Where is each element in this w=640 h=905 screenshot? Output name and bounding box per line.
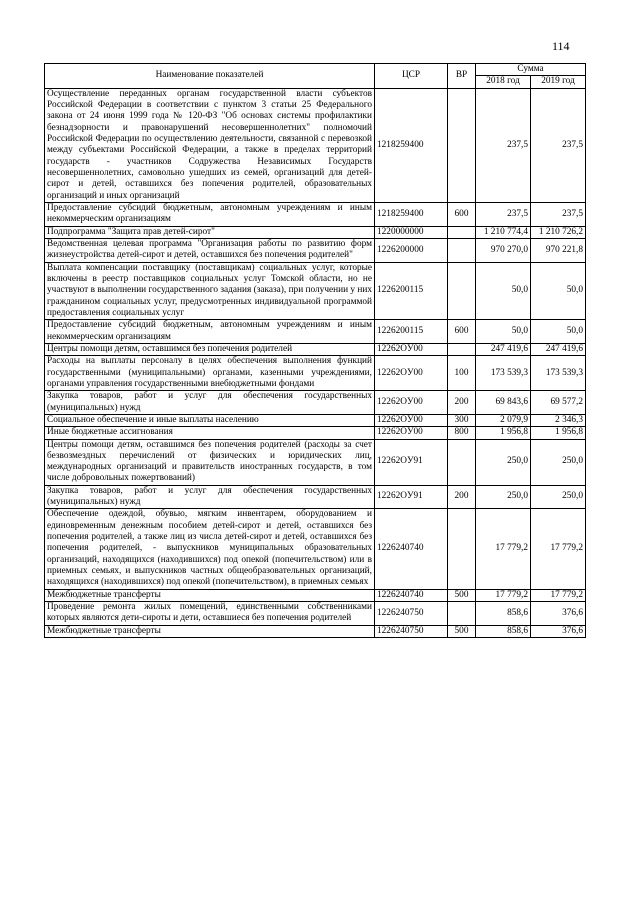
row-name: Центры помощи детям, оставшимся без попечения родителей (расходы за счет безвозмездных перечислений от физических и юридических лиц, международных организаций и правительств иностранных государств, в том числе добровольных пожертвований)	[45, 439, 375, 485]
row-name: Расходы на выплаты персоналу в целях обеспечения выполнения функций государственными (муниципальными) органами, казенными учреждениями, органами управления государственными внебюджетными фондами	[45, 356, 375, 391]
row-vr: 800	[448, 427, 476, 439]
row-2018: 250,0	[476, 439, 531, 485]
row-2018: 858,6	[476, 602, 531, 626]
row-name: Межбюджетные трансферты	[45, 625, 375, 637]
row-name: Ведомственная целевая программа "Организация работы по развитию форм жизнеустройства детей-сирот и детей, оставшихся без попечения родителей"	[45, 238, 375, 262]
header-csr: ЦСР	[375, 64, 448, 89]
row-2019: 970 221,8	[531, 238, 586, 262]
row-2019: 376,6	[531, 625, 586, 637]
row-2019: 250,0	[531, 485, 586, 509]
row-2018: 69 843,6	[476, 391, 531, 415]
row-name: Закупка товаров, работ и услуг для обеспечения государственных (муниципальных) нужд	[45, 391, 375, 415]
row-2018: 1 210 774,4	[476, 226, 531, 238]
row-csr: 1226240740	[375, 509, 448, 589]
row-csr: 1220000000	[375, 226, 448, 238]
table-row	[45, 320, 586, 344]
row-2018: 237,5	[476, 88, 531, 202]
table-body	[45, 88, 586, 637]
header-2018: 2018 год	[476, 76, 531, 88]
row-csr: 12262OУ00	[375, 414, 448, 426]
row-2018: 247 419,6	[476, 343, 531, 355]
row-vr: 200	[448, 485, 476, 509]
row-2018: 858,6	[476, 625, 531, 637]
row-vr	[448, 88, 476, 202]
table-row	[45, 509, 586, 589]
row-csr: 1226240740	[375, 589, 448, 601]
row-name: Проведение ремонта жилых помещений, единственными собственниками которых являются дети-сироты и дети, оставшиеся без попечения родителей	[45, 602, 375, 626]
row-2018: 250,0	[476, 485, 531, 509]
table-row	[45, 262, 586, 320]
row-csr: 12262OУ00	[375, 427, 448, 439]
header-sum: Сумма	[476, 64, 586, 76]
row-csr: 1226200115	[375, 320, 448, 344]
row-2018: 970 270,0	[476, 238, 531, 262]
row-name: Обеспечение одеждой, обувью, мягким инвентарем, оборудованием и единовременным денежным пособием детей-сирот и детей, оставшихся без попечения родителей, а также лиц из числа детей-сирот и детей, оставшихся без попечения родителей, - выпускников муниципальных образовательных организаций, находящихся (находившихся) под опекой (попечительством) или в приемных семьях, и выпускников частных общеобразовательных организаций, находящихся (находившихся) под опекой (попечительством), в приемных семьях	[45, 509, 375, 589]
row-2018: 2 079,9	[476, 414, 531, 426]
row-2019: 17 779,2	[531, 509, 586, 589]
row-2019: 247 419,6	[531, 343, 586, 355]
row-vr: 500	[448, 589, 476, 601]
row-2018: 173 539,3	[476, 356, 531, 391]
row-name: Подпрограмма "Защита прав детей-сирот"	[45, 226, 375, 238]
row-2019: 173 539,3	[531, 356, 586, 391]
row-2019: 376,6	[531, 602, 586, 626]
header-name: Наименование показателей	[45, 64, 375, 89]
table-row	[45, 202, 586, 226]
row-name: Социальное обеспечение и иные выплаты населению	[45, 414, 375, 426]
row-2018: 50,0	[476, 262, 531, 320]
row-vr: 600	[448, 320, 476, 344]
header-2019: 2019 год	[531, 76, 586, 88]
row-name: Осуществление переданных органам государственной власти субъектов Российской Федерации в соответствии с пунктом 3 статьи 25 Федерального закона от 24 июня 1999 года № 120-ФЗ "Об основах системы профилактики безнадзорности и правонарушений несовершеннолетних" полномочий Российской Федерации по осуществлению деятельности, связанной с перевозкой между субъектами Российской Федерации, а также в пределах территорий государств - участников Содружества Независимых Государств несовершеннолетних, самовольно ушедших из семей, организаций для детей-сирот и детей, оставшихся без попечения родителей, образовательных организаций и иных организаций	[45, 88, 375, 202]
row-vr	[448, 439, 476, 485]
row-2018: 237,5	[476, 202, 531, 226]
table-row	[45, 356, 586, 391]
row-vr: 300	[448, 414, 476, 426]
row-2019: 50,0	[531, 262, 586, 320]
row-2019: 50,0	[531, 320, 586, 344]
row-vr	[448, 602, 476, 626]
row-csr: 12262OУ00	[375, 391, 448, 415]
table-row	[45, 427, 586, 439]
row-vr	[448, 226, 476, 238]
table-row	[45, 88, 586, 202]
row-2019: 2 346,3	[531, 414, 586, 426]
table-row	[45, 414, 586, 426]
budget-table	[44, 63, 586, 638]
row-csr: 1226200000	[375, 238, 448, 262]
table-row	[45, 391, 586, 415]
page-number: 114	[552, 39, 570, 53]
table-header	[45, 64, 586, 89]
row-2019: 1 956,8	[531, 427, 586, 439]
row-name: Межбюджетные трансферты	[45, 589, 375, 601]
row-vr	[448, 262, 476, 320]
row-vr	[448, 238, 476, 262]
table-row	[45, 602, 586, 626]
row-vr: 500	[448, 625, 476, 637]
row-vr	[448, 509, 476, 589]
row-csr: 1218259400	[375, 88, 448, 202]
row-name: Предоставление субсидий бюджетным, автономным учреждениям и иным некоммерческим организациям	[45, 202, 375, 226]
row-2019: 1 210 726,2	[531, 226, 586, 238]
row-vr: 200	[448, 391, 476, 415]
row-csr: 1226240750	[375, 625, 448, 637]
row-csr: 12262OУ91	[375, 485, 448, 509]
row-name: Иные бюджетные ассигнования	[45, 427, 375, 439]
row-csr: 12262OУ00	[375, 356, 448, 391]
row-2018: 50,0	[476, 320, 531, 344]
row-csr: 12262OУ91	[375, 439, 448, 485]
row-name: Выплата компенсации поставщику (поставщикам) социальных услуг, которые включены в реестр поставщиков социальных услуг Томской области, но не участвуют в выполнении государственного задания (заказа), при получении у них гражданином социальных услуг, предусмотренных индивидуальной программой предоставления социальных услуг	[45, 262, 375, 320]
row-vr: 600	[448, 202, 476, 226]
row-csr: 1226240750	[375, 602, 448, 626]
row-name: Центры помощи детям, оставшимся без попечения родителей	[45, 343, 375, 355]
header-vr: ВР	[448, 64, 476, 89]
row-csr: 1218259400	[375, 202, 448, 226]
table-row	[45, 238, 586, 262]
row-csr: 12262OУ00	[375, 343, 448, 355]
row-2019: 250,0	[531, 439, 586, 485]
row-vr	[448, 343, 476, 355]
table-row	[45, 589, 586, 601]
row-name: Закупка товаров, работ и услуг для обеспечения государственных (муниципальных) нужд	[45, 485, 375, 509]
row-name: Предоставление субсидий бюджетным, автономным учреждениям и иным некоммерческим организациям	[45, 320, 375, 344]
row-2019: 17 779,2	[531, 589, 586, 601]
row-2019: 237,5	[531, 202, 586, 226]
table-row	[45, 625, 586, 637]
table-row	[45, 485, 586, 509]
row-2018: 17 779,2	[476, 509, 531, 589]
row-vr: 100	[448, 356, 476, 391]
table-row	[45, 439, 586, 485]
row-2019: 69 577,2	[531, 391, 586, 415]
row-2018: 17 779,2	[476, 589, 531, 601]
table-row	[45, 226, 586, 238]
row-2018: 1 956,8	[476, 427, 531, 439]
table-row	[45, 343, 586, 355]
row-2019: 237,5	[531, 88, 586, 202]
row-csr: 1226200115	[375, 262, 448, 320]
